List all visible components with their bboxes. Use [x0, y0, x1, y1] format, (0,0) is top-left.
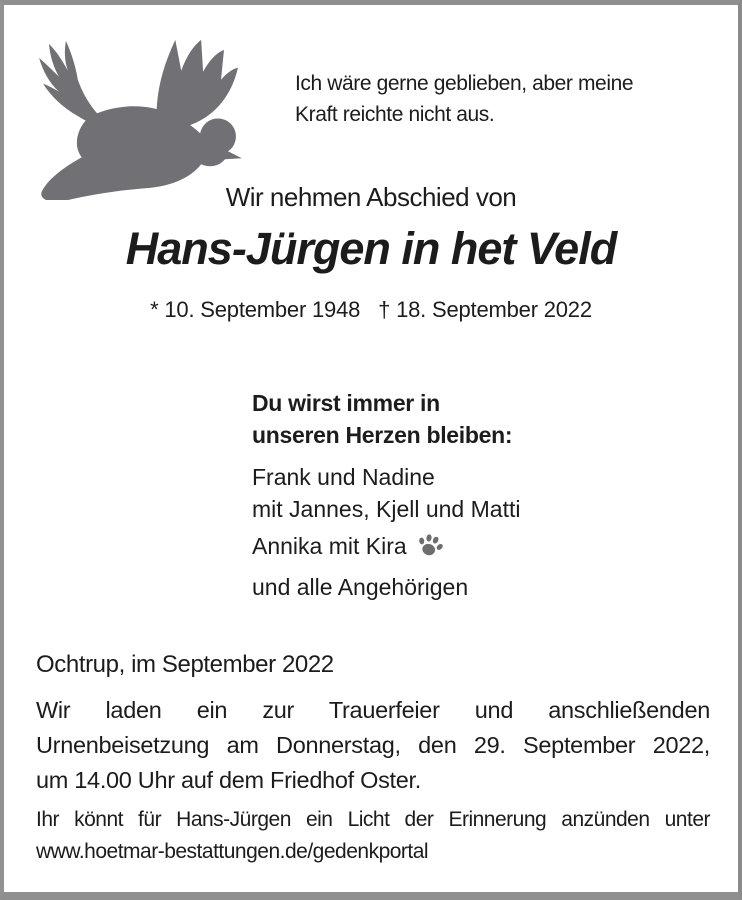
family-member-line: Frank und Nadine	[252, 464, 435, 490]
dove-icon	[30, 26, 244, 200]
deceased-name: Hans-Jürgen in het Veld	[125, 223, 617, 274]
family-member-line	[252, 530, 672, 562]
family-member-line: mit Jannes, Kjell und Matti	[252, 496, 521, 522]
motto-line-1: Ich wäre gerne geblieben, aber meine	[295, 72, 634, 95]
family-member-text: Annika mit Kira	[252, 533, 407, 559]
memorial-note	[36, 804, 710, 868]
invitation-line: um 14.00 Uhr auf dem Friedhof Oster.	[36, 767, 421, 793]
family-block	[252, 387, 672, 603]
life-dates	[4, 297, 738, 323]
memorial-url: www.hoetmar-bestattungen.de/gedenkportal	[36, 840, 429, 863]
place-date-line: Ochtrup, im September 2022	[36, 651, 334, 678]
family-heading-line-1: Du wirst immer in	[252, 390, 440, 416]
motto-line-2: Kraft reichte nicht aus.	[295, 103, 495, 126]
memorial-line: Ihr könnt für Hans-Jürgen ein Licht der Erinnerung anzünden unter	[36, 808, 710, 831]
death-date: † 18. September 2022	[378, 297, 592, 322]
birth-date: * 10. September 1948	[150, 297, 361, 322]
invitation-line: Wir laden ein zur Trauerfeier und anschließenden	[36, 697, 710, 723]
family-member-line: und alle Angehörigen	[252, 574, 469, 600]
motto	[295, 68, 685, 130]
paw-print-icon	[416, 533, 443, 558]
invitation-paragraph	[36, 693, 710, 798]
farewell-line: Wir nehmen Abschied von	[225, 182, 517, 212]
family-heading-line-2: unseren Herzen bleiben:	[252, 422, 513, 448]
invitation-line: Urnenbeisetzung am Donnerstag, den 29. September 2022,	[36, 732, 710, 758]
